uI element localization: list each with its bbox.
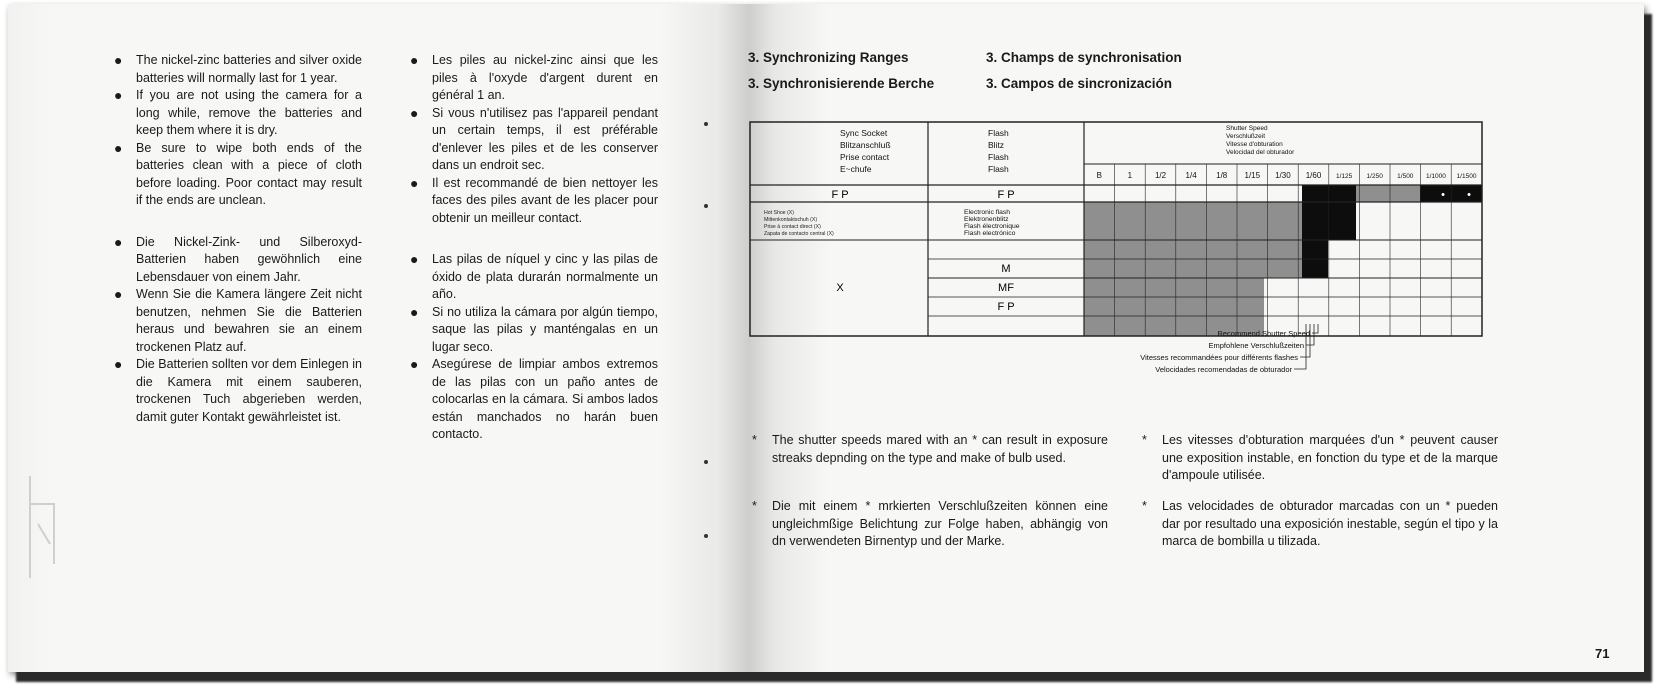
show-through-diagram (24, 474, 64, 584)
speed-labels (1097, 171, 1477, 180)
speed-label: 1/1500 (1456, 173, 1477, 180)
speed-label: 1/125 (1335, 173, 1353, 180)
svg-text:Blitzanschluß: Blitzanschluß (840, 140, 891, 150)
svg-text:Velocidad del obturador: Velocidad del obturador (1226, 149, 1295, 156)
svg-text:Mittenkontaktschuh (X): Mittenkontaktschuh (X) (764, 217, 818, 223)
svg-text:Flash: Flash (988, 152, 1009, 162)
svg-text:Vitesse d'obturation: Vitesse d'obturation (1226, 141, 1283, 148)
note-english: * The shutter speeds mared with an * can result in exposure streaks depnding on the type and make of bulb used. (752, 433, 1108, 465)
right-page (748, 4, 1644, 672)
list-item: ● Die Nickel-Zink- und Silberoxyd-Batterien haben gewöhnlich eine Lebensdauer von einem Jahr. (114, 233, 362, 284)
svg-text:Prise à contact direct (X): Prise à contact direct (X) (764, 224, 821, 230)
speed-label: 1/2 (1154, 171, 1167, 180)
page-number: 71 (1595, 646, 1610, 661)
list-item: ● Be sure to wipe both ends of the batteries clean with a piece of cloth before loading. Poor contact may result if the ends are unclean. (114, 139, 362, 207)
list-item: ● If you are not using the camera for a long while, remove the batteries and keep them where it is dry. (114, 87, 362, 137)
list-item: ● Asegúrese de limpiar ambos extremos de las pilas con un paño antes de colocarlas en la cámara. Si ambos lados están manchados no harán buen contacto. (410, 356, 658, 441)
speed-label: 1/15 (1244, 171, 1261, 180)
staple-mark (704, 534, 708, 538)
svg-text:Recommend Shutter Speed: Recommend Shutter Speed (1217, 329, 1310, 338)
fp-socket-label: F P (831, 189, 849, 201)
heading-german: 3. Synchronisierende Berche (748, 76, 935, 91)
heading-english: 3. Synchronizing Ranges (748, 50, 909, 65)
list-item: ● Die Batterien sollten vor dem Einlegen in die Kamera mit einem sauberen, trockenen Tuch abgerieben werden, damit guter Kontakt gewährleistet ist. (114, 356, 362, 424)
svg-text:Flash électronique: Flash électronique (964, 223, 1020, 230)
svg-text:Shutter Speed: Shutter Speed (1226, 125, 1268, 132)
svg-text:Vitesses recommandées pour dif: Vitesses recommandées pour différents flashes (1140, 353, 1298, 362)
list-item: ● Les piles au nickel-zinc ainsi que les piles à l'oxyde d'argent durent en général 1 an. (410, 52, 658, 102)
left-page (8, 4, 748, 672)
star-marker: • (1467, 189, 1471, 201)
list-item: ● Las pilas de níquel y cinc y las pilas de óxido de plata durarán normalmente un año. (410, 251, 658, 301)
speed-label: 1/30 (1275, 171, 1291, 180)
hot-shoe-label (764, 210, 834, 237)
list-item: ● The nickel-zinc batteries and silver oxide batteries will normally last for 1 year. (114, 52, 362, 85)
speed-label: 1/500 (1397, 173, 1414, 180)
speed-label: 1/60 (1305, 171, 1322, 180)
list-item: ● Wenn Sie die Kamera längere Zeit nicht benutzen, nehmen Sie die Batterien heraus und bewahren sie an einem trockenen Platz auf. (114, 286, 362, 354)
sync-socket-header (840, 128, 891, 174)
svg-text:Flash: Flash (988, 164, 1009, 174)
heading-spanish: 3. Campos de sincronización (986, 76, 1173, 91)
french-battery-notes (410, 52, 658, 444)
list-item: ● Si vous n'utilisez pas l'appareil pendant un certain temps, il est préférable d'enlever les piles et de les conserver dans un endroit sec. (410, 104, 658, 172)
spanish-battery-notes (410, 251, 658, 444)
svg-text:Electronic flash: Electronic flash (964, 209, 1011, 216)
speed-label: 1 (1127, 171, 1133, 180)
bulb-fp-label: F P (997, 301, 1015, 313)
star-marker: • (1441, 189, 1445, 201)
svg-text:Elektronenblitz: Elektronenblitz (964, 216, 1009, 223)
svg-text:Verschlußzeit: Verschlußzeit (1226, 133, 1266, 140)
svg-text:Blitz: Blitz (988, 140, 1005, 150)
svg-text:Prise contact: Prise contact (840, 152, 890, 162)
english-battery-notes (114, 52, 362, 426)
svg-text:Empfohlene Verschlußzeiten: Empfohlene Verschlußzeiten (1208, 341, 1304, 350)
speed-label: 1/250 (1366, 173, 1383, 180)
open-booklet (8, 4, 1644, 672)
svg-text:Flash electrónico: Flash electrónico (964, 230, 1016, 237)
svg-text:Zapata de contacto central (X): Zapata de contacto central (X) (764, 231, 834, 237)
svg-text:Velocidades recomendadas de ob: Velocidades recomendadas de obturador (1155, 365, 1292, 374)
staple-mark (704, 122, 708, 126)
svg-text:E~chufe: E~chufe (840, 164, 872, 174)
bulb-mf-label: MF (998, 282, 1014, 294)
flash-header (988, 128, 1009, 174)
list-item: ● Si no utiliza la cámara por algún tiempo, saque las pilas y manténgalas en un lugar seco. (410, 303, 658, 354)
note-german: * Die mit einem * mrkierten Verschlußzeiten können eine ungleichmßige Belichtung zur Folge haben, abhängig von dn verwendeten Birnentyp und der Marke. (752, 499, 1108, 548)
note-spanish: * Las velocidades de obturador marcadas con un * pueden dar por resultado una exposición inestable, según el tipo y la marca de bombilla u tilizada. (1142, 499, 1498, 548)
heading-french: 3. Champs de synchronisation (986, 50, 1182, 65)
german-battery-notes (114, 234, 362, 427)
speed-label: 1/1000 (1425, 173, 1446, 180)
staple-mark (704, 460, 708, 464)
speed-label: 1/8 (1216, 171, 1228, 180)
recommended-speed-legend (1048, 324, 1348, 384)
svg-text:Flash: Flash (988, 128, 1009, 138)
svg-text:Hot Shoe (X): Hot Shoe (X) (764, 210, 794, 216)
fp-flash-label: F P (997, 189, 1015, 201)
speed-label: 1/4 (1185, 171, 1197, 180)
list-item: ● Il est recommandé de bien nettoyer les faces des piles avant de les placer pour obtenir un meilleur contact. (410, 174, 658, 225)
electronic-flash-label (964, 209, 1020, 237)
bulb-m-label: M (1001, 263, 1011, 275)
speed-label: B (1096, 171, 1102, 180)
x-socket-label: X (836, 282, 844, 294)
fp-recommended-range (1356, 185, 1420, 202)
note-french: * Les vitesses d'obturation marquées d'un * peuvent causer une exposition instable, en fonction du type et de la marque d'ampoule utilisée. (1142, 433, 1498, 482)
svg-text:Sync Socket: Sync Socket (840, 128, 888, 138)
shutter-speed-header (1226, 125, 1295, 156)
staple-mark (704, 204, 708, 208)
